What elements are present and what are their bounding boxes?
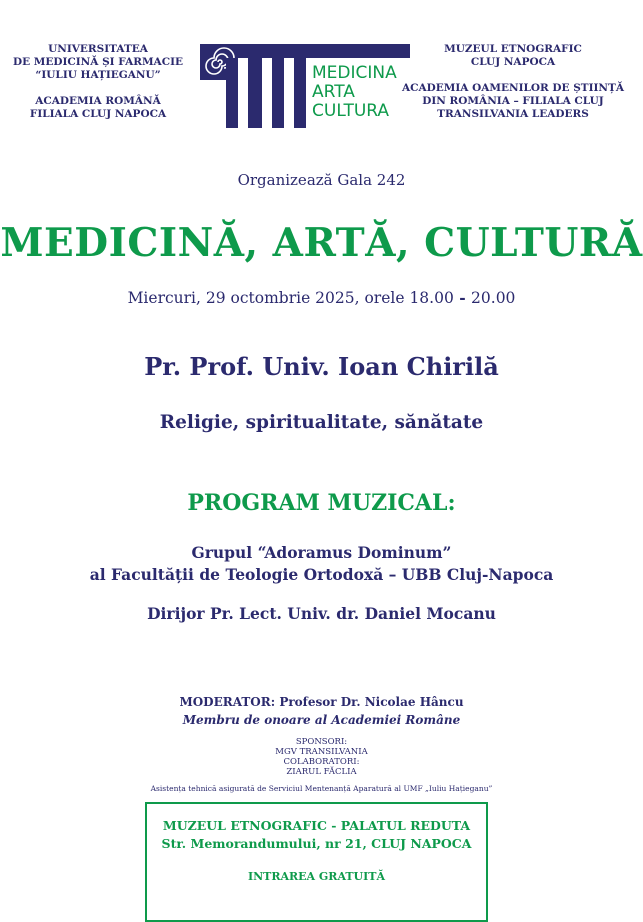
academy-name-line1: ACADEMIA ROMÂNĂ — [35, 95, 161, 107]
event-date — [0, 288, 643, 307]
university-name-line3: “IULIU HAȚIEGANU” — [35, 69, 161, 81]
speaker-name: Pr. Prof. Univ. Ioan Chirilă — [144, 352, 499, 381]
transilvania-leaders: TRANSILVANIA LEADERS — [437, 108, 589, 120]
logo-medicina: MEDICINA — [312, 63, 397, 83]
choir-name: Grupul “Adoramus Dominum” — [191, 543, 452, 562]
free-entry: INTRAREA GRATUITĂ — [247, 870, 386, 883]
header-left-institutions — [8, 43, 188, 121]
event-date-start: Miercuri, 29 octombrie 2025, orele 18.00 — [127, 289, 454, 307]
event-date-end: 20.00 — [471, 289, 516, 307]
academy-name-line2: FILIALA CLUJ NAPOCA — [29, 108, 167, 120]
talk-topic: Religie, spiritualitate, sănătate — [159, 412, 484, 433]
scientists-academy-line1: ACADEMIA OAMENILOR DE ȘTIINȚĂ — [402, 82, 624, 94]
moderator-line: MODERATOR: Profesor Dr. Nicolae Hâncu — [179, 695, 464, 709]
venue-name: MUZEUL ETNOGRAFIC - PALATUL REDUTA — [162, 818, 471, 833]
collaborator-name: ZIARUL FĂCLIA — [286, 767, 357, 777]
program-heading: PROGRAM MUZICAL: — [187, 490, 456, 516]
university-name-line2: DE MEDICINĂ ȘI FARMACIE — [13, 56, 183, 68]
moderator-role: Membru de onoare al Academiei Române — [182, 713, 461, 727]
collaborators-label: COLABORATORI: — [283, 757, 360, 767]
museum-name-line2: CLUJ NAPOCA — [470, 56, 556, 68]
scientists-academy-line2: DIN ROMÂNIA – FILIALA CLUJ — [422, 95, 604, 107]
logo-cultura: CULTURA — [312, 101, 390, 121]
choir-conductor: Dirijor Pr. Lect. Univ. dr. Daniel Mocanu — [147, 604, 496, 623]
gala-intro: Organizează Gala 242 — [237, 171, 406, 189]
sponsors-label: SPONSORI: — [295, 737, 348, 747]
event-date-separator: - — [453, 288, 472, 307]
technical-assistance-note: Asistența tehnică asigurată de Serviciul Mentenanță Aparatură al UMF „Iuliu Hațieganu” — [150, 784, 493, 793]
logo-text — [312, 64, 397, 121]
header-right-institutions — [398, 43, 628, 121]
museum-name-line1: MUZEUL ETNOGRAFIC — [444, 43, 582, 55]
logo-arta: ARTA — [312, 82, 355, 102]
main-title: MEDICINĂ, ARTĂ, CULTURĂ — [0, 220, 643, 266]
sponsor-name: MGV TRANSILVANIA — [275, 747, 368, 757]
choir-faculty: al Facultății de Teologie Ortodoxă – UBB Cluj-Napoca — [89, 565, 554, 584]
university-name-line1: UNIVERSITATEA — [48, 43, 148, 55]
venue-address: Str. Memorandumului, nr 21, CLUJ NAPOCA — [161, 836, 472, 851]
